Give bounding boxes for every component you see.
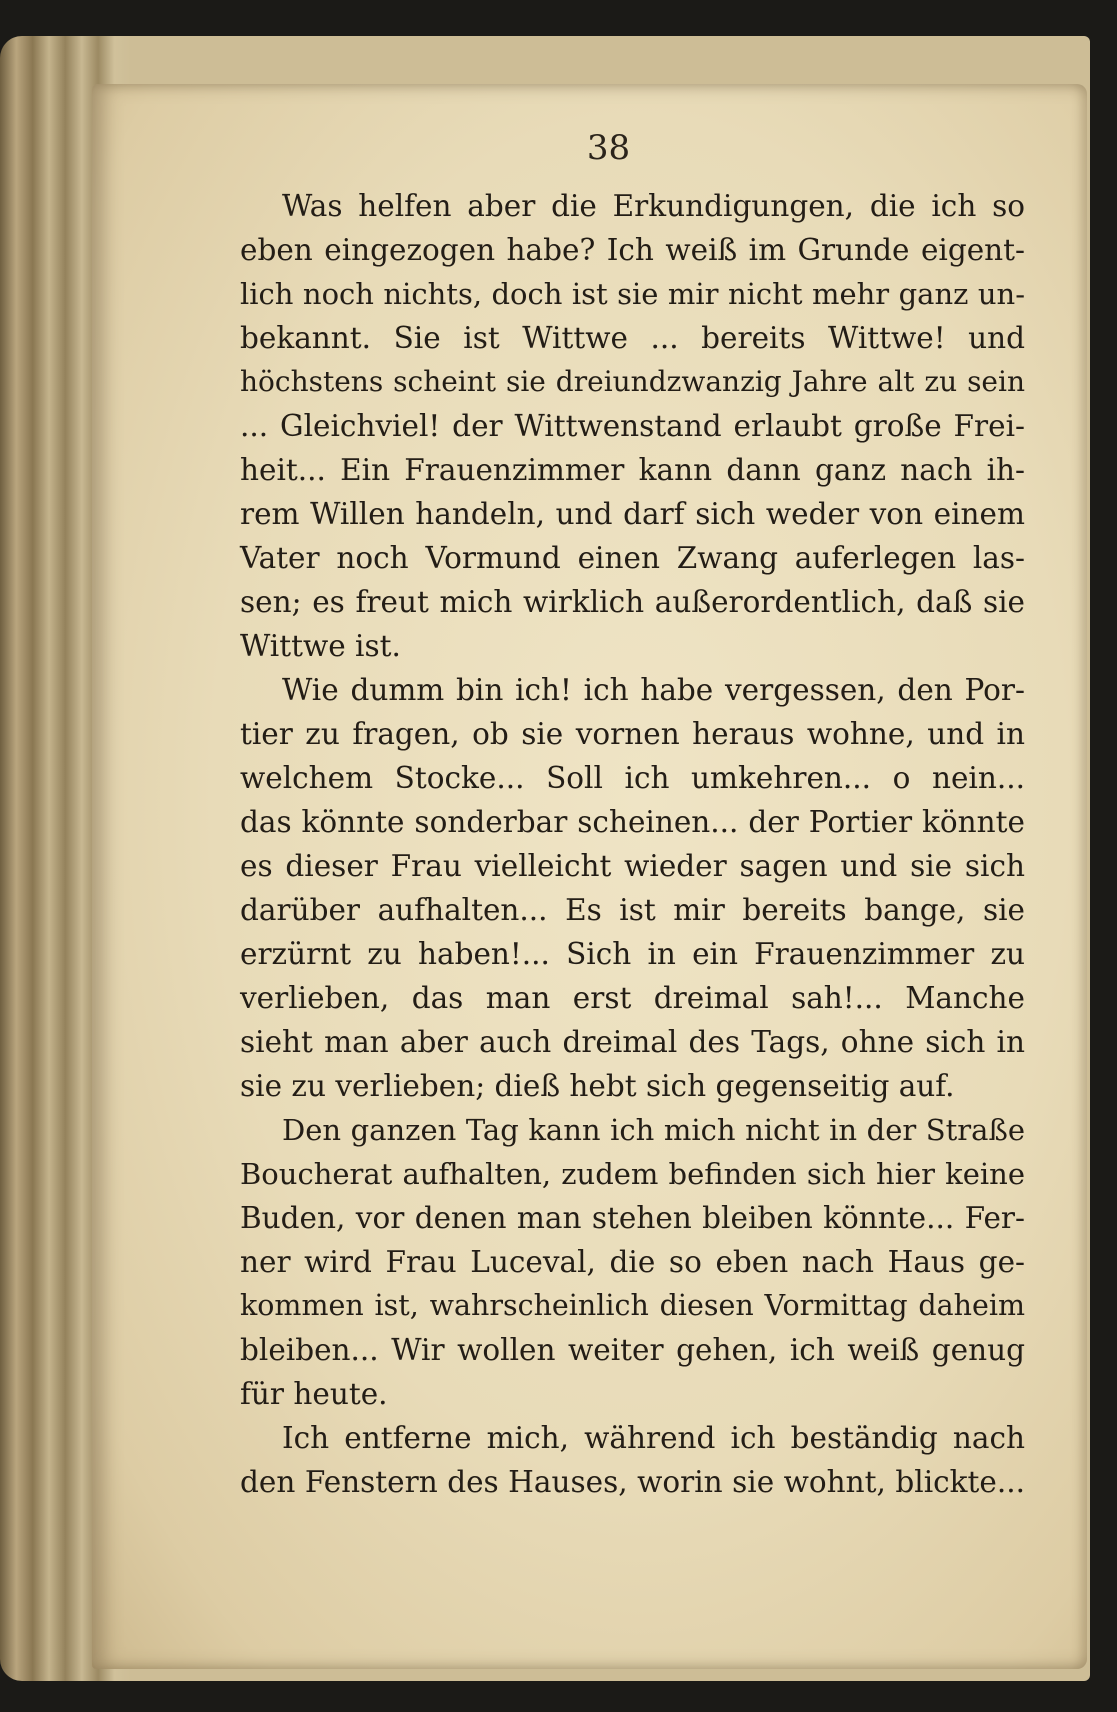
text-line: darüber aufhalten... Es ist mir bereits bange, sie [240, 893, 1025, 927]
paragraph-3 [240, 1108, 1025, 1416]
paragraph-1 [240, 184, 1025, 668]
paragraph-4 [240, 1416, 1025, 1504]
text-line: sen; es freut mich wirklich außerordentlich, daß sie [240, 585, 1025, 619]
text-line: den Fenstern des Hauses, worin sie wohnt, blickte... [240, 1465, 1025, 1499]
text-line: das könnte sonderbar scheinen... der Portier könnte [240, 805, 1025, 839]
text-line: Buden, vor denen man stehen bleiben könnte... Fer- [240, 1201, 1025, 1235]
text-line: Ich entferne mich, während ich beständig nach [282, 1421, 1025, 1455]
text-line: Boucherat aufhalten, zudem befinden sich hier keine [240, 1157, 1025, 1191]
text-line: tier zu fragen, ob sie vornen heraus wohne, und in [240, 717, 1025, 751]
text-line: ... Gleichviel! der Wittwenstand erlaubt große Frei- [240, 409, 1025, 443]
text-line: Den ganzen Tag kann ich mich nicht in der Straße [282, 1113, 1025, 1147]
text-line: Wie dumm bin ich! ich habe vergessen, den Por- [282, 673, 1025, 707]
text-line: für heute. [240, 1377, 388, 1411]
text-line: Vater noch Vormund einen Zwang auferlegen las- [240, 541, 1025, 575]
text-line: bleiben... Wir wollen weiter gehen, ich weiß genug [240, 1333, 1025, 1367]
text-line: eben eingezogen habe? Ich weiß im Grunde eigent- [240, 233, 1025, 267]
text-line: verlieben, das man erst dreimal sah!... Manche [240, 981, 1025, 1015]
text-line: höchstens scheint sie dreiundzwanzig Jahre alt zu sein [240, 365, 1025, 398]
text-line: welchem Stocke... Soll ich umkehren... o nein... [240, 761, 1025, 795]
text-line: heit... Ein Frauenzimmer kann dann ganz nach ih- [240, 453, 1025, 487]
text-line: erzürnt zu haben!... Sich in ein Frauenzimmer zu [240, 937, 1025, 971]
text-line: sieht man aber auch dreimal des Tags, ohne sich in [240, 1025, 1025, 1059]
paragraph-2 [240, 668, 1025, 1108]
text-line: rem Willen handeln, und darf sich weder von einem [240, 497, 1025, 531]
page-number: 38 [586, 128, 631, 168]
text-line: bekannt. Sie ist Wittwe ... bereits Wittwe! und [240, 321, 1025, 355]
text-line: kommen ist, wahrscheinlich diesen Vormittag daheim [240, 1289, 1025, 1322]
text-line: es dieser Frau vielleicht wieder sagen und sie sich [240, 849, 1025, 883]
text-line: Wittwe ist. [240, 629, 401, 663]
body-text [240, 184, 1025, 1504]
text-line: Was helfen aber die Erkundigungen, die ich so [282, 189, 1025, 223]
text-line: ner wird Frau Luceval, die so eben nach Haus ge- [240, 1245, 1025, 1279]
text-line: lich noch nichts, doch ist sie mir nicht mehr ganz un- [240, 277, 1025, 311]
text-line: sie zu verlieben; dieß hebt sich gegenseitig auf. [240, 1069, 955, 1103]
